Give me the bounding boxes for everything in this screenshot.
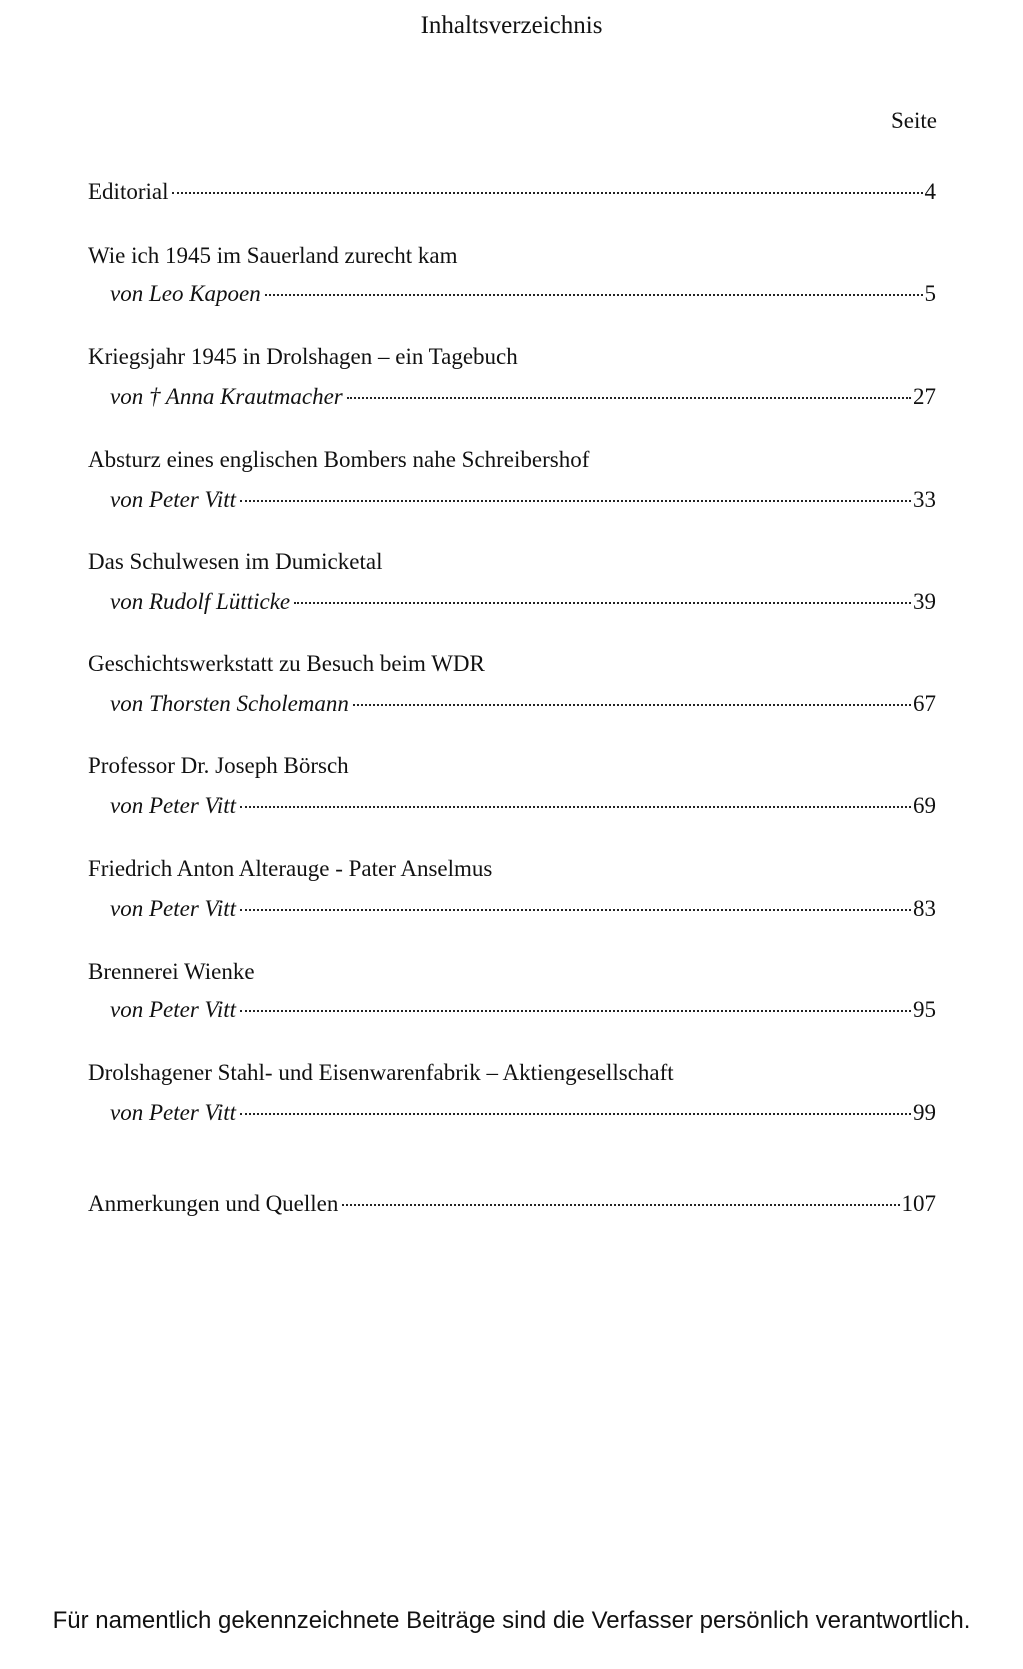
dot-leader bbox=[342, 1203, 899, 1206]
toc-entry-author-line bbox=[110, 690, 936, 718]
toc-entry-author-line bbox=[110, 588, 936, 616]
toc-entry-title: Professor Dr. Joseph Börsch bbox=[88, 753, 349, 778]
toc-entry-author-line bbox=[110, 383, 936, 411]
toc-entry-label: Editorial bbox=[88, 179, 169, 204]
toc-entry-author: von Peter Vitt bbox=[110, 1100, 237, 1125]
toc-entry-author-line bbox=[110, 792, 936, 820]
dot-leader bbox=[294, 601, 911, 604]
toc-entry-author-line bbox=[110, 280, 936, 308]
toc-page-number: 33 bbox=[913, 487, 936, 512]
toc-page-number: 95 bbox=[913, 997, 936, 1022]
toc-entry-title: Kriegsjahr 1945 in Drolshagen – ein Tagebuch bbox=[88, 344, 518, 369]
dot-leader bbox=[240, 499, 911, 502]
toc-entry-author: von Leo Kapoen bbox=[110, 281, 261, 306]
toc-entry-author: von Rudolf Lütticke bbox=[110, 589, 291, 614]
toc-page-number: 67 bbox=[913, 691, 936, 716]
dot-leader bbox=[172, 191, 922, 194]
dot-leader bbox=[353, 703, 911, 706]
toc-entry-author-line bbox=[110, 996, 936, 1024]
toc-page-number: 39 bbox=[913, 589, 936, 614]
toc-page-number: 4 bbox=[924, 179, 936, 204]
toc-entry-title: Friedrich Anton Alterauge - Pater Anselmus bbox=[88, 856, 493, 881]
footer-disclaimer: Für namentlich gekennzeichnete Beiträge sind die Verfasser persönlich verantwortlich. bbox=[52, 1607, 971, 1634]
toc-entry-author: von Peter Vitt bbox=[110, 793, 237, 818]
toc-entry-author: von Peter Vitt bbox=[110, 896, 237, 921]
toc-entry-title: Das Schulwesen im Dumicketal bbox=[88, 549, 383, 574]
toc-page-number: 83 bbox=[913, 896, 936, 921]
toc-entry-title: Wie ich 1945 im Sauerland zurecht kam bbox=[88, 243, 458, 268]
toc-page-number: 99 bbox=[913, 1100, 936, 1125]
dot-leader bbox=[347, 396, 911, 399]
toc-entry-title: Brennerei Wienke bbox=[88, 959, 255, 984]
toc-entry-notes bbox=[88, 1190, 936, 1218]
toc-entry-author: von Peter Vitt bbox=[110, 997, 237, 1022]
toc-page-number: 5 bbox=[924, 281, 936, 306]
toc-page-number: 107 bbox=[901, 1191, 936, 1216]
toc-entry-label: Anmerkungen und Quellen bbox=[88, 1191, 339, 1216]
toc-entry-title: Absturz eines englischen Bombers nahe Schreibershof bbox=[88, 447, 590, 472]
toc-entry-author-line bbox=[110, 895, 936, 923]
page-title: Inhaltsverzeichnis bbox=[420, 12, 603, 39]
dot-leader bbox=[240, 1112, 911, 1115]
toc-entry-author: von Peter Vitt bbox=[110, 487, 237, 512]
toc-page-number: 27 bbox=[913, 384, 936, 409]
toc-entry-title: Geschichtswerkstatt zu Besuch beim WDR bbox=[88, 651, 485, 676]
toc-entry-author-line bbox=[110, 486, 936, 514]
dot-leader bbox=[240, 908, 911, 911]
toc-entry-title: Drolshagener Stahl- und Eisenwarenfabrik – Aktiengesellschaft bbox=[88, 1060, 674, 1085]
dot-leader bbox=[265, 293, 923, 296]
dot-leader bbox=[240, 1009, 911, 1012]
toc-entry-author-line bbox=[110, 1099, 936, 1127]
toc-entry-author: von Thorsten Scholemann bbox=[110, 691, 349, 716]
toc-page-number: 69 bbox=[913, 793, 936, 818]
dot-leader bbox=[240, 805, 911, 808]
toc-entry-author: von † Anna Krautmacher bbox=[110, 384, 343, 409]
page-column-label: Seite bbox=[891, 108, 937, 133]
toc-entry-editorial bbox=[88, 178, 936, 206]
